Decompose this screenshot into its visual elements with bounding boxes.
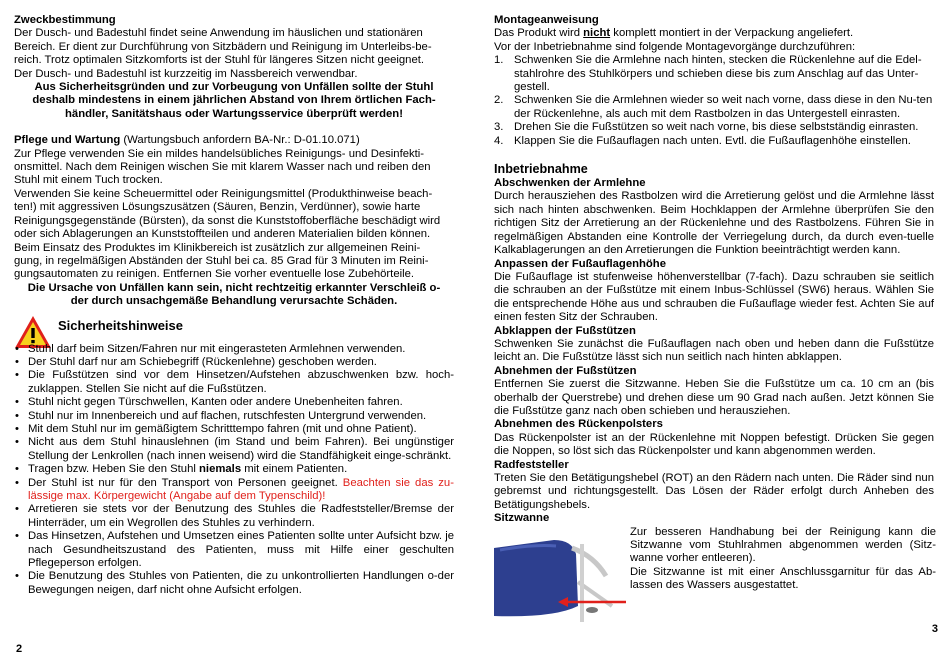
pflege-title-row	[14, 134, 454, 147]
pflege-line: ten!) mit aggressiven Lösungszusätzen (Säuren, Benzin, Verdünner), sowie harte	[14, 201, 421, 214]
montage-steps	[494, 54, 934, 148]
pflege-line: gung, in regelmäßigen Abständen der Stuhl bei ca. 85 Grad für 3 Minuten im Reini-	[14, 254, 429, 267]
pflege-warning-line: der durch unsachgemäße Behandlung verursachte Schäden.	[70, 295, 398, 308]
list-item: • Stuhl nicht gegen Türschwellen, Kanten oder andere Unebenheiten fahren.	[14, 396, 454, 409]
zweck-warning-line: händler, Sanitätshaus oder Wartungsservice überprüft werden!	[65, 107, 403, 120]
montage-line-1-c: komplett montiert in der Verpackung angeliefert.	[610, 27, 854, 40]
montage-line-1-emphasis: nicht	[583, 27, 611, 40]
montage-line-1	[494, 27, 934, 40]
step-text: Klappen Sie die Fußauflagen nach unten. Evtl. die Fußauflagenhöhe einstellen.	[514, 134, 911, 147]
sitzwanne-block	[494, 526, 934, 626]
pflege-line: Beim Einsatz des Produktes im Klinikbereich ist zusätzlich zur allgemeinen Reini-	[14, 241, 421, 254]
list-item: • Arretieren sie stets vor der Benutzung des Stuhles die Radfeststeller/Bremse der Hinterräder, um ein Wegrollen des Stuhles zu verhindern.	[14, 503, 454, 530]
list-item: • Stuhl darf beim Sitzen/Fahren nur mit eingerasteten Armlehnen verwenden.	[14, 343, 454, 356]
section-head: Anpassen der Fußauflagenhöhe	[494, 257, 666, 270]
section-head: Abklappen der Fußstützen	[494, 324, 636, 337]
sicherheit-title: Sicherheitshinweise	[58, 317, 183, 333]
montage-step	[494, 94, 934, 121]
page-number-right: 3	[931, 623, 938, 635]
step-text: Drehen Sie die Fußstützen so weit nach vorne, bis diese selbstständig einrasten.	[514, 121, 919, 134]
transport-warning-text: Beachten sie das zu-lässige max. Körpergewicht (Angabe auf dem Typenschild)!	[28, 476, 454, 502]
page-number-left: 2	[16, 643, 23, 655]
transport-text: Der Stuhl ist nur für den Transport von Personen geeignet.	[28, 476, 343, 489]
pflege-line: gungsautomaten zu reinigen. Entfernen Sie vorher eventuelle lose Zubehörteile.	[14, 268, 415, 281]
list-item: • Nicht aus dem Stuhl hinauslehnen (im Stand und beim Fahren). Bei ungünstiger Stellung der Lenkrollen (nach innen weisend) wird die Standfähigkeit einge-schränkt.	[14, 436, 454, 463]
section-head: Abnehmen der Fußstützen	[494, 364, 637, 377]
pflege-warning	[14, 282, 454, 309]
left-page	[14, 14, 454, 597]
section-text: Treten Sie den Betätigungshebel (ROT) an den Rädern nach unten. Die Räder sind nun gebremst und richtungsgestellt. Das Lösen der Räder erfolgt durch Anheben des Betätigungshebels.	[494, 472, 934, 511]
section-head: Abschwenken der Armlehne	[494, 177, 646, 190]
zweck-warning	[14, 81, 454, 121]
section-text: Schwenken Sie zunächst die Fußauflagen nach oben und heben dann die Fußstütze leicht an. Die Fußstütze lässt sich nun seitlich nach hinten abklappen.	[494, 337, 934, 364]
zweck-body	[14, 27, 454, 81]
zweck-warning-line: deshalb mindestens in einem jährlichen Abstand von Ihrem örtlichen Fach-	[32, 94, 436, 107]
step-text: Schwenken Sie die Armlehne nach hinten, stecken die Rückenlehne auf die Edel-stahlrohre des Stuhlkörpers und schieben diese bis zum Anschlag auf das Unter-gestell.	[514, 54, 922, 94]
sitzwanne-photo	[494, 536, 634, 626]
pflege-title: Pflege und Wartung	[14, 134, 121, 147]
sicherheit-list	[14, 343, 454, 598]
pflege-body	[14, 148, 454, 282]
sitzwanne-text-1: Zur besseren Handhabung bei der Reinigung kann die Sitzwanne vom Stuhlrahmen abgenommen werden (Sitz-wanne vorher entleeren).	[630, 525, 936, 565]
step-number: 2.	[494, 94, 504, 107]
zweck-line: Bereich. Er dient zur Durchführung von Sitzbädern und Reinigung im Unterleibs-be-	[14, 40, 432, 53]
sitzwanne-text-2: Die Sitzwanne ist mit einer Anschlussgarnitur für das Ab-lassen des Wassers ausgestattet.	[630, 565, 936, 592]
list-item-tragen	[14, 463, 454, 476]
zweck-line: Der Dusch- und Badestuhl ist kurzzeitig im Nassbereich verwendbar.	[14, 67, 358, 80]
montage-title: Montageanweisung	[494, 14, 599, 26]
list-item: • Der Stuhl darf nur am Schiebegriff (Rückenlehne) geschoben werden.	[14, 356, 454, 369]
pflege-line: Verwenden Sie keine Scheuermittel oder Reinigungsmittel (Produkthinweise beach-	[14, 187, 433, 200]
sicherheit-header	[14, 313, 454, 343]
section-text: Die Fußauflage ist stufenweise höhenverstellbar (7-fach). Dazu schrauben sie seitlich die schrauben an der Fußstütze mit einem Inbus-Schlüssel (SW6) heraus. Wählen Sie die entsprechende Höhe aus und schrauben die Fußauflage wieder fest. Achten Sie auf einen festen Sitz der Schrauben.	[494, 270, 934, 324]
zweck-line: Der Dusch- und Badestuhl findet seine Anwendung im häuslichen und stationären	[14, 27, 423, 40]
pflege-line: Reinigungsgegenstände (Bürsten), da sonst die Kunststoffoberfläche beschädigt wird	[14, 214, 441, 227]
montage-step	[494, 135, 934, 148]
right-page	[494, 14, 934, 626]
list-item: • Die Benutzung des Stuhles von Patienten, die zu unkontrollierten Handlungen o-der Bewegungen neigen, darf nicht ohne Aufsicht erfolgen.	[14, 570, 454, 597]
section-text: Durch herausziehen des Rastbolzen wird die Arretierung gelöst und die Armlehne lässt sich nach hinten abschwenken. Beim Hochklappen der Armlehne überprüfen Sie den richtigen Sitz der Arretierung an der Rückenlehne und des Rastbolzens. Führen Sie in regelmäßigen Abstanden eine Kontrolle der Verriegelung durch, da durch even-tuelle Kalkablagerungen an den Arretierungen die Funktion beeinträchtigt werden kann.	[494, 190, 934, 257]
montage-line-1-a: Das Produkt wird	[494, 27, 584, 40]
pflege-line: oder sich Ablagerungen an Kunststoffteilen und anderen Materialien bilden können.	[14, 228, 431, 241]
pflege-line: onsmittel. Nach dem Reinigen wischen Sie mit klarem Wasser nach und reiben den	[14, 161, 431, 174]
section-head: Radfeststeller	[494, 458, 569, 471]
zweck-warning-line: Aus Sicherheitsgründen und zur Vorbeugung von Unfällen sollte der Stuhl	[34, 81, 434, 94]
tragen-emphasis: niemals	[199, 463, 242, 476]
montage-step	[494, 54, 934, 94]
pflege-line: Zur Pflege verwenden Sie ein mildes handelsübliches Reinigungs- und Desinfekti-	[14, 147, 425, 160]
step-number: 3.	[494, 121, 504, 134]
montage-line-2: Vor der Inbetriebnahme sind folgende Montagevorgänge durchzuführen:	[494, 40, 856, 53]
list-item-transport	[14, 477, 454, 504]
step-number: 1.	[494, 54, 504, 67]
zweck-title: Zweckbestimmung	[14, 14, 116, 26]
list-item: • Stuhl nur im Innenbereich und auf flachen, rutschfesten Untergrund verwenden.	[14, 410, 454, 423]
step-text: Schwenken Sie die Armlehnen wieder so weit nach vorne, dass diese in den Nu-ten der Rückenlehne, als auch mit dem Rastbolzen in das Untergestell einrasten.	[514, 94, 933, 120]
pflege-warning-line: Die Ursache von Unfällen kann sein, nicht rechtzeitig erkannter Verschleiß o-	[27, 281, 441, 294]
list-item: • Das Hinsetzen, Aufstehen und Umsetzen eines Patienten sollte unter Aufsicht bzw. je nach Gesundheitszustand des Patienten, muss mit Hilfe einer geschulten Pflegeperson erfolgen.	[14, 530, 454, 570]
tragen-text-c: mit einem Patienten.	[241, 463, 348, 476]
pflege-line: Stuhl mit einem Tuch trocken.	[14, 174, 163, 187]
section-head: Abnehmen des Rückenpolsters	[494, 418, 663, 431]
montage-step	[494, 121, 934, 134]
zweck-line: reich. Trotz optimalen Sitzkomforts ist der Stuhl für längeres Sitzen nicht geeignet.	[14, 54, 425, 67]
tragen-text-a: Tragen bzw. Heben Sie den Stuhl	[28, 463, 200, 476]
list-item: • Die Fußstützen sind vor dem Hinsetzen/Aufstehen abzuschwenken bzw. hoch-zuklappen. Stellen Sie nicht auf die Fußstützen.	[14, 369, 454, 396]
inbetrieb-title: Inbetriebnahme	[494, 162, 588, 177]
step-number: 4.	[494, 134, 504, 147]
section-text: Das Rückenpolster ist an der Rückenlehne mit Noppen befestigt. Drücken Sie gegen die Noppen, so löst sich das Rückenpolster und kann abgenommen werden.	[494, 431, 934, 458]
sitzwanne-head: Sitzwanne	[494, 512, 550, 525]
section-text: Entfernen Sie zuerst die Sitzwanne. Heben Sie die Fußstütze um ca. 10 cm an (bis oberhalb der Querstrebe) und drehen diese um 90 Grad nach außen. Jetzt können Sie die Fußstütze ganz nach oben schieben und herausziehen.	[494, 378, 934, 417]
pflege-title-suffix: (Wartungsbuch anfordern BA-Nr.: D-01.10.071)	[120, 134, 360, 147]
list-item: • Mit dem Stuhl nur im gemäßigtem Schritttempo fahren (mit und ohne Patient).	[14, 423, 454, 436]
sitzwanne-text	[630, 526, 936, 593]
